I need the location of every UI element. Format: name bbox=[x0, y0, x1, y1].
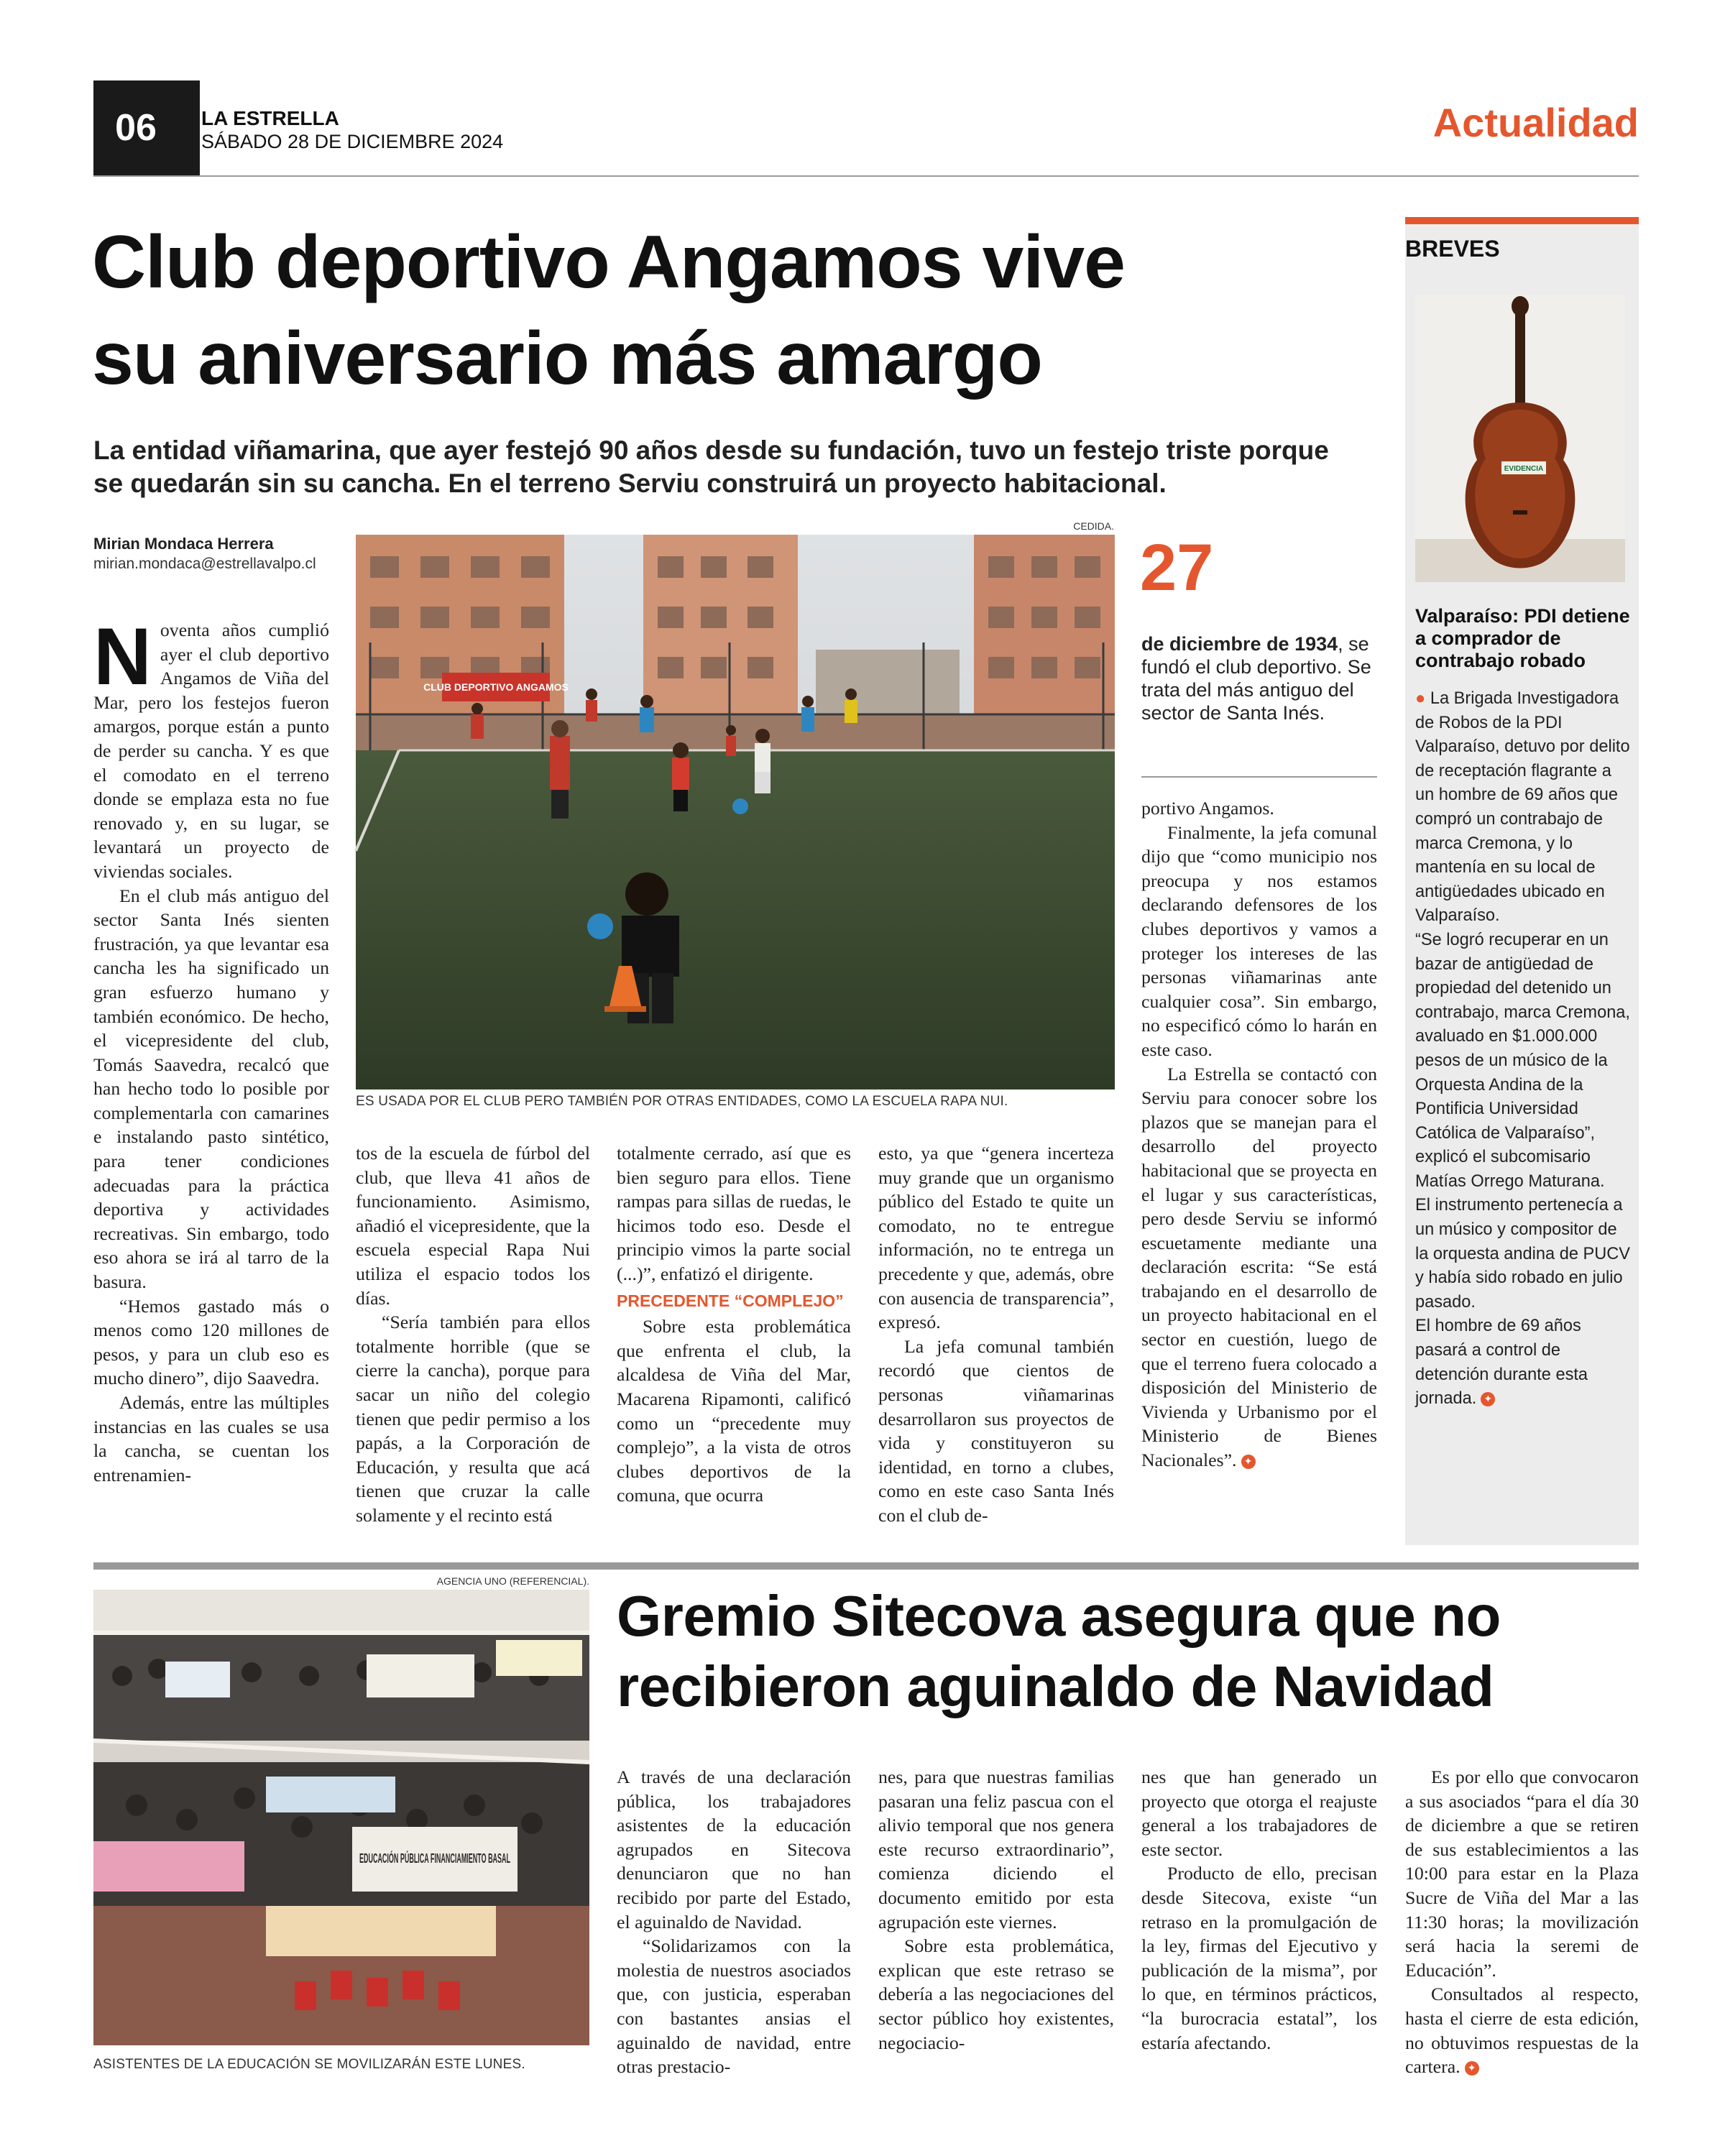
sidebar-p3: El instrumento pertenecía a un músico y compositor de la orquesta andina de PUCV y había sido robado en julio pasado. bbox=[1415, 1196, 1631, 1312]
article2-photo-caption: ASISTENTES DE LA EDUCACIÓN SE MOVILIZARÁN ESTE LUNES. bbox=[93, 2057, 525, 2072]
article1-col4-p1: esto, ya que “genera incerteza muy grande que un organismo público del Estado te quite un comodato, no te entregue información, no te entrega un precedente y que, además, obre con ausencia de transparencia”, expresó. bbox=[878, 1143, 1114, 1333]
article1-col1 bbox=[93, 612, 329, 1545]
sidebar-end-icon: ✦ bbox=[1481, 1392, 1495, 1406]
article1-headline-line2: su aniversario más amargo bbox=[92, 317, 1042, 400]
article2-col4-p2 bbox=[1405, 1982, 1639, 2078]
article2-col1-p1: A través de una declaración pública, los trabajadores asistentes de la educación agrupados en Sitecova denunciaron que no han recibido por parte del Estado, el aguinaldo de Navidad. bbox=[617, 1766, 851, 1932]
highlight-text bbox=[1141, 632, 1371, 724]
article2-headline bbox=[617, 1581, 1644, 1722]
article1-col4-p2: La jefa comunal también recordó que cientos de personas viñamarinas desarrollaron sus proyectos de vida y constituyeron su identidad, en torno a clubes, como en este caso Santa Inés con el club de- bbox=[878, 1335, 1114, 1526]
article1-col5-p3 bbox=[1141, 1062, 1377, 1473]
article1-photo bbox=[356, 535, 1115, 1089]
article2-col4-p2-text: Consultados al respecto, hasta el cierre de esta edición, no obtuvimos respuestas de la cartera. bbox=[1405, 1984, 1639, 2078]
sidebar-body bbox=[1415, 687, 1631, 1411]
highlight-rule bbox=[1141, 776, 1377, 778]
sidebar-title: Valparaíso: PDI detiene a comprador de contrabajo robado bbox=[1415, 605, 1630, 671]
article2-col3-p2: Producto de ello, precisan desde Sitecova, existe “un retraso en la promulgación de la ley, firmas del Ejecutivo y publicación de la misma”, por lo que, en términos prácticos, “la burocracia estatal”, los estaría afectando. bbox=[1141, 1863, 1377, 2053]
article1-photo-caption: ES USADA POR EL CLUB PERO TAMBIÉN POR OTRAS ENTIDADES, COMO LA ESCUELA RAPA NUI. bbox=[356, 1094, 1008, 1109]
article1-deck: La entidad viñamarina, que ayer festejó 90 años desde su fundación, tuvo un festejo triste porque se quedarán sin su cancha. En el terreno Serviu construirá un proyecto habitacional. bbox=[93, 436, 1329, 498]
page-number: 06 bbox=[115, 107, 157, 149]
article2-photo bbox=[93, 1590, 589, 2045]
evidence-tag: EVIDENCIA bbox=[1504, 465, 1544, 473]
article1-photo-credit: CEDIDA. bbox=[1073, 520, 1114, 532]
paper-name: LA ESTRELLA bbox=[201, 107, 339, 129]
article1-headline-line1: Club deportivo Angamos vive bbox=[92, 221, 1125, 304]
highlight-bold: de diciembre de 1934 bbox=[1141, 633, 1338, 655]
article1-email: mirian.mondaca@estrellavalpo.cl bbox=[93, 556, 316, 572]
article2-col1-p2: “Solidarizamos con la molestia de nuestros asociados que, con justicia, esperaban con bastantes ansias el aguinaldo de navidad, entre otras prestacio- bbox=[617, 1935, 851, 2078]
article1-col3 bbox=[617, 1141, 851, 1544]
article1-col3-p2: Sobre esta problemática que enfrenta el club, la alcaldesa de Viña del Mar, Macarena Ripamonti, calificó como un “precedente muy complejo”, a la vista de otros clubes deportivos de la comuna, que ocurra bbox=[617, 1316, 851, 1506]
sidebar-photo bbox=[1415, 295, 1625, 582]
sidebar-top-bar bbox=[1405, 217, 1639, 224]
article1-col1-p1: oventa años cumplió ayer el club deportivo Angamos de Viña del Mar, pero los festejos fueron amargos, porque están a punto de perder su cancha. Y es que el comodato en el terreno donde se emplaza esta no fue renovado y, en su lugar, se levantará un proyecto de viviendas sociales. bbox=[93, 619, 329, 882]
article1-col5-p2: Finalmente, la jefa comunal dijo que “como municipio nos preocupa y nos estamos declarando defensores de los clubes deportivos y vamos a proteger los intereses de las personas viñamarinas ante cualquier cosa”. Sin embargo, no especificó cómo lo harán en este caso. bbox=[1141, 821, 1377, 1060]
sidebar-breves bbox=[1405, 217, 1639, 1545]
article2-col2-p1: nes, para que nuestras familias pasaran una feliz pascua con el alivio temporal que nos genera este recurso extraordinario”, comienza diciendo el documento emitido por esta agrupación este viernes. bbox=[878, 1766, 1114, 1932]
article2-col3 bbox=[1141, 1765, 1377, 2081]
article1-col5-p3-text: La Estrella se contactó con Serviu para conocer sobre los plazos que se manejan para el desarrollo del proyecto habitacional que se proyecta en el lugar y sus características, pero desde Serviu se informó escuetamente mediante una declaración escrita: “Se está trabajando en el desarrollo de un proyecto habitacional en el sector en cuestión, luego de que el terreno fuera colocado a disposición del Ministerio de Vivienda y Urbanismo por el Ministerio de Bienes Nacionales”. bbox=[1141, 1063, 1377, 1471]
article2-col1 bbox=[617, 1765, 851, 2081]
sidebar-p1-text: La Brigada Investigadora de Robos de la PDI Valparaíso, detuvo por delito de receptación flagrante a un hombre de 69 años que compró un contrabajo de marca Cremona, y lo mantenía en su local de antigüedades ubicado en Valparaíso. bbox=[1415, 689, 1630, 926]
article2-headline-line1: Gremio Sitecova asegura que no bbox=[617, 1584, 1501, 1648]
highlight-body: , se fundó el club deportivo. Se trata del más antiguo del sector de Santa Inés. bbox=[1141, 633, 1371, 724]
issue-date: SÁBADO 28 DE DICIEMBRE 2024 bbox=[201, 131, 504, 152]
article1-col1-p4: Además, entre las múltiples instancias en las cuales se usa la cancha, se cuentan los entrenamien- bbox=[93, 1392, 329, 1485]
section-title: Actualidad bbox=[1432, 100, 1639, 145]
article2-col4 bbox=[1405, 1765, 1639, 2081]
article1-author: Mirian Mondaca Herrera bbox=[93, 535, 274, 553]
end-of-article-icon: ✦ bbox=[1241, 1455, 1256, 1469]
dropcap: N bbox=[93, 612, 152, 701]
banner-text bbox=[359, 1851, 510, 1866]
article2-col4-p1: Es por ello que convocaron a sus asociados “para el día 30 de diciembre a que se retiren de sus establecimientos a las 10:00 para estar en la Plaza Sucre de Viña del Mar a las 11:30 horas; la movilización será hacia la seremi de Educación”. bbox=[1405, 1766, 1639, 1981]
section-divider bbox=[93, 1562, 1639, 1570]
article2-col2 bbox=[878, 1765, 1114, 2081]
highlight-number: 27 bbox=[1140, 531, 1214, 604]
page-header bbox=[93, 80, 1639, 175]
club-sign-text: CLUB DEPORTIVO ANGAMOS bbox=[423, 681, 569, 693]
article2-photo-credit: AGENCIA UNO (REFERENCIAL). bbox=[436, 1575, 589, 1587]
sidebar-label: BREVES bbox=[1405, 236, 1500, 262]
protest-photo bbox=[93, 1590, 589, 2045]
article1-col3-p1: totalmente cerrado, así que es bien seguro para ellos. Tiene rampas para sillas de ruedas, le hicimos todo eso. Desde el principio vimos la parte social (...)”, enfatizó el dirigente. bbox=[617, 1143, 851, 1284]
contrabass-photo bbox=[1415, 295, 1625, 582]
article1-headline bbox=[92, 214, 1386, 407]
article1-col2-p2: “Sería también para ellos totalmente horrible (que se cierre la cancha), porque para sacar un niño del colegio tienen que pedir permiso a los papás, a la Corporación de Educación, y resulta que acá tienen que cruzar la calle solamente y el recinto está bbox=[356, 1312, 590, 1526]
sidebar-p4-text: El hombre de 69 años pasará a control de detención durante esta jornada. bbox=[1415, 1317, 1588, 1409]
article2-end-icon: ✦ bbox=[1465, 2061, 1479, 2076]
article2-col3-p1: nes que han generado un proyecto que otorga el reajuste general a los trabajadores de este sector. bbox=[1141, 1766, 1377, 1860]
article1-col5-p1: portivo Angamos. bbox=[1141, 798, 1274, 819]
header-rule bbox=[93, 175, 1639, 177]
sidebar-p1 bbox=[1415, 687, 1631, 929]
article1-col5 bbox=[1141, 796, 1377, 1551]
article1-col2 bbox=[356, 1141, 590, 1544]
article2-col2-p2: Sobre esta problemática, explican que este retraso se debería a las negociaciones del sector público hoy existentes, negociacio- bbox=[878, 1935, 1114, 2053]
article1-subhead: PRECEDENTE “COMPLEJO” bbox=[617, 1291, 844, 1310]
bullet-icon: ● bbox=[1415, 689, 1426, 708]
article2-headline-line2: recibieron aguinaldo de Navidad bbox=[617, 1654, 1494, 1718]
sidebar-p2: “Se logró recuperar en un bazar de antigüedad de propiedad del detenido un contrabajo, marca Cremona, avaluado en $1.000.000 pesos de un músico de la Orquesta Andina de la Pontificia Universidad Católica de Valparaíso”, explicó el subcomisario Matías Orrego Maturana. bbox=[1415, 930, 1630, 1191]
football-field-photo bbox=[356, 535, 1115, 1089]
article1-col2-p1: tos de la escuela de fúrbol del club, que lleva 41 años de funcionamiento. Asimismo, añadió el vicepresidente, que la escuela especial Rapa Nui utiliza el espacio todos los días. bbox=[356, 1143, 590, 1309]
article1-col4 bbox=[878, 1141, 1114, 1544]
article1-col1-p2: En el club más antiguo del sector Santa Inés sienten frustración, ya que levantar esa cancha les ha significado un gran esfuerzo humano y también económico. De hecho, el vicepresidente del club, Tomás Saavedra, recalcó que han hecho todo lo posible por complementarla con camarines e instalando pasto sintético, para tener condiciones adecuadas para la práctica deportiva y actividades recreativas. Sin embargo, todo eso ahora se irá al tarro de la basura. bbox=[93, 885, 329, 1293]
article1-col1-p3: “Hemos gastado más o menos como 120 millones de pesos, y para un club eso es mucho dinero”, dijo Saavedra. bbox=[93, 1295, 329, 1389]
sidebar-p4 bbox=[1415, 1314, 1631, 1411]
